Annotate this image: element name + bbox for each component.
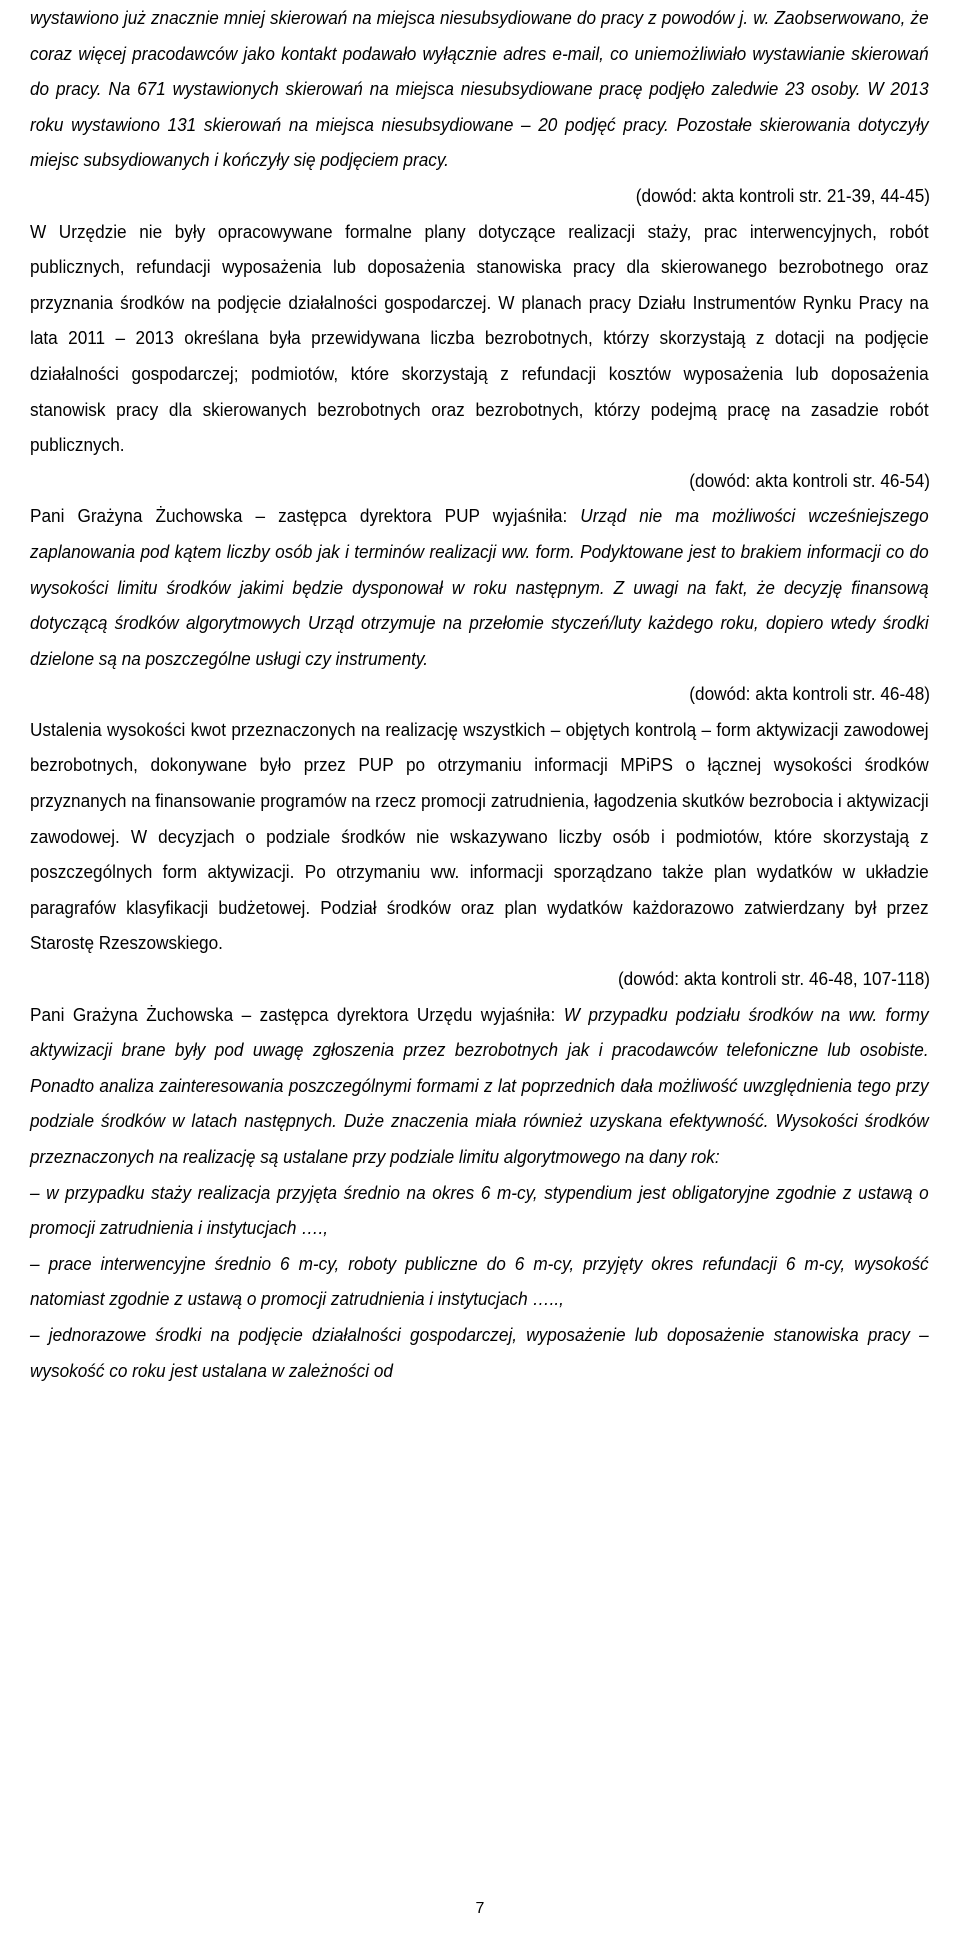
- evidence-ref-3: (dowód: akta kontroli str. 46-48): [689, 683, 930, 705]
- paragraph-plans: W Urzędzie nie były opracowywane formalne plany dotyczące realizacji staży, prac interwencyjnych, robót publicznych, refundacji wyposażenia lub doposażenia stanowiska pracy dla skierowanego bezrobotnego oraz przyznania środków na podjęcie działalności gospodarczej. W planach pracy Działu Instrumentów Rynku Pracy na lata 2011 – 2013 określana była przewidywana liczba bezrobotnych, którzy skorzystają z dotacji na podjęcie działalności gospodarczej; podmiotów, które skorzystają z refundacji kosztów wyposażenia lub doposażenia stanowisk pracy dla skierowanych bezrobotnych oraz bezrobotnych, którzy podejmą pracę na zasadzie robót publicznych.: [30, 220, 929, 456]
- evidence-ref-4: (dowód: akta kontroli str. 46-48, 107-118): [617, 968, 930, 990]
- paragraph-explanation-1: [30, 498, 929, 676]
- paragraph-referrals: wystawiono już znacznie mniej skierowań na miejsca niesubsydiowane do pracy z powodów j. w. Zaobserwowano, że coraz więcej pracodawców jako kontakt podawało wyłącznie adres e-mail, co uniemożliwiało wystawianie skierowań do pracy. Na 671 wystawionych skierowań na miejsca niesubsydiowane pracę podjęło zaledwie 23 osoby. W 2013 roku wystawiono 131 skierowań na miejsca niesubsydiowane – 20 podjęć pracy. Pozostałe skierowania dotyczyły miejsc subsydiowanych i kończyły się podjęciem pracy.: [30, 7, 929, 171]
- explanation-lead: Pani Grażyna Żuchowska – zastępca dyrektora Urzędu wyjaśniła:: [30, 1003, 564, 1025]
- paragraph-explanation-2: [30, 997, 929, 1175]
- page-number: 7: [475, 1900, 485, 1917]
- paragraph-funding: Ustalenia wysokości kwot przeznaczonych na realizację wszystkich – objętych kontrolą – form aktywizacji zawodowej bezrobotnych, dokonywane było przez PUP po otrzymaniu informacji MPiPS o łącznej wysokości środków przyznanych na finansowanie programów na rzecz promocji zatrudnienia, łagodzenia skutków bezrobocia i aktywizacji zawodowej. W decyzjach o podziale środków nie wskazywano liczby osób i podmiotów, które skorzystają z poszczególnych form aktywizacji. Po otrzymaniu ww. informacji sporządzano także plan wydatków w układzie paragrafów klasyfikacji budżetowej. Podział środków oraz plan wydatków każdorazowo zatwierdzany był przez Starostę Rzeszowskiego.: [30, 718, 929, 954]
- evidence-ref-1: (dowód: akta kontroli str. 21-39, 44-45): [635, 184, 930, 206]
- evidence-ref-2: (dowód: akta kontroli str. 46-54): [689, 469, 930, 491]
- list-item: – w przypadku staży realizacja przyjęta średnio na okres 6 m-cy, stypendium jest obligatoryjne zgodnie z ustawą o promocji zatrudnienia i instytucjach ….,: [30, 1181, 929, 1239]
- list-item: – prace interwencyjne średnio 6 m-cy, roboty publiczne do 6 m-cy, przyjęty okres refundacji 6 m-cy, wysokość natomiast zgodnie z ustawą o promocji zatrudnienia i instytucjach …..,: [30, 1252, 929, 1310]
- explanation-lead: Pani Grażyna Żuchowska – zastępca dyrektora PUP wyjaśniła:: [30, 505, 581, 527]
- list-item: – jednorazowe środki na podjęcie działalności gospodarczej, wyposażenie lub doposażenie stanowiska pracy – wysokość co roku jest ustalana w zależności od: [30, 1323, 929, 1381]
- explanation-quote: Urząd nie ma możliwości wcześniejszego zaplanowania pod kątem liczby osób jak i terminów realizacji ww. form. Podyktowane jest to brakiem informacji co do wysokości limitu środków jakimi będzie dysponował w roku następnym. Z uwagi na fakt, że decyzję finansową dotyczącą środków algorytmowych Urząd otrzymuje na przełomie styczeń/luty każdego roku, dopiero wtedy środki dzielone są na poszczególne usługi czy instrumenty.: [30, 505, 929, 669]
- explanation-quote: W przypadku podziału środków na ww. formy aktywizacji brane były pod uwagę zgłoszenia przez bezrobotnych jak i pracodawców telefoniczne lub osobiste. Ponadto analiza zainteresowania poszczególnymi formami z lat poprzednich dała możliwość uwzględnienia tego przy podziale środków w latach następnych. Duże znaczenia miała również uzyskana efektywność. Wysokości środków przeznaczonych na realizację są ustalane przy podziale limitu algorytmowego na dany rok:: [30, 1003, 929, 1167]
